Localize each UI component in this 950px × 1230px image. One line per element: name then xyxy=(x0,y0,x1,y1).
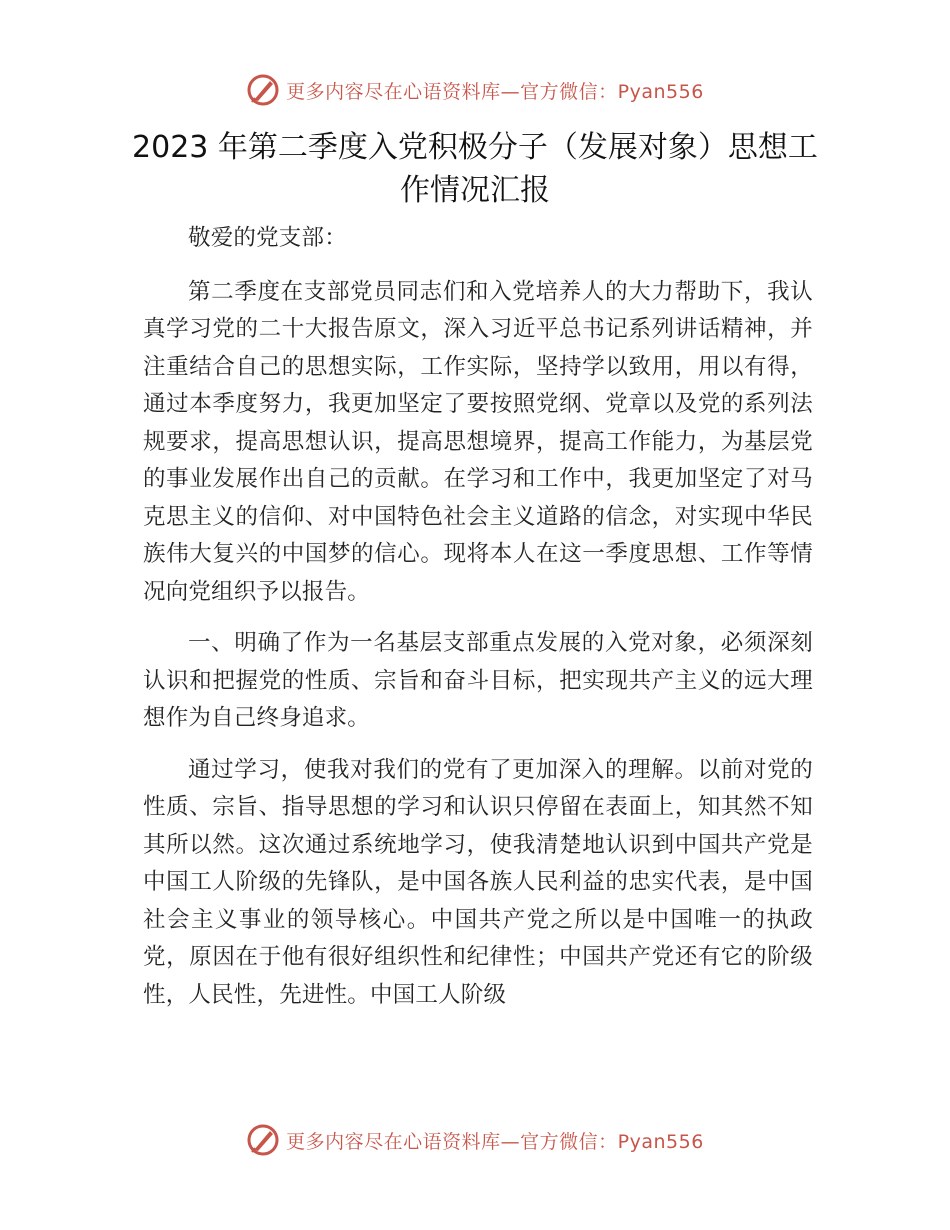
body-paragraph: 通过学习，使我对我们的党有了更加深入的理解。以前对党的性质、宗旨、指导思想的学习和认识只停留在表面上，知其然不知其所以然。这次通过系统地学习，使我清楚地认识到中国共产党是中国工人阶级的先锋队，是中国各族人民利益的忠实代表，是中国社会主义事业的领导核心。中国共产党之所以是中国唯一的执政党，原因在于他有很好组织性和纪律性；中国共产党还有它的阶级性，人民性，先进性。中国工人阶级 xyxy=(143,756,813,1008)
salutation: 敬爱的党支部： xyxy=(188,225,347,251)
header-watermark xyxy=(0,66,950,114)
footer-watermark xyxy=(0,1116,950,1164)
body-paragraph: 第二季度在支部党员同志们和入党培养人的大力帮助下，我认真学习党的二十大报告原文，深入习近平总书记系列讲话精神，并注重结合自己的思想实际，工作实际，坚持学以致用，用以有得，通过本季度努力，我更加坚定了要按照党纲、党章以及党的系列法规要求，提高思想认识，提高思想境界，提高工作能力，为基层党的事业发展作出自己的贡献。在学习和工作中，我更加坚定了对马克思主义的信仰、对中国特色社会主义道路的信念，对实现中华民族伟大复兴的中国梦的信心。现将本人在这一季度思想、工作等情况向党组织予以报告。 xyxy=(143,278,813,605)
body-paragraph: 一、明确了作为一名基层支部重点发展的入党对象，必须深刻认识和把握党的性质、宗旨和奋斗目标，把实现共产主义的远大理想作为自己终身追求。 xyxy=(143,630,813,731)
watermark-text: 更多内容尽在心语资料库—官方微信：Pyan556 xyxy=(286,80,704,103)
watermark-text: 更多内容尽在心语资料库—官方微信：Pyan556 xyxy=(286,1130,704,1153)
quill-pen-logo-icon xyxy=(246,1123,280,1157)
quill-pen-logo-icon xyxy=(246,73,280,107)
document-title: 2023 年第二季度入党积极分子（发展对象）思想工作情况汇报 xyxy=(132,130,818,208)
document-body xyxy=(143,220,813,1028)
